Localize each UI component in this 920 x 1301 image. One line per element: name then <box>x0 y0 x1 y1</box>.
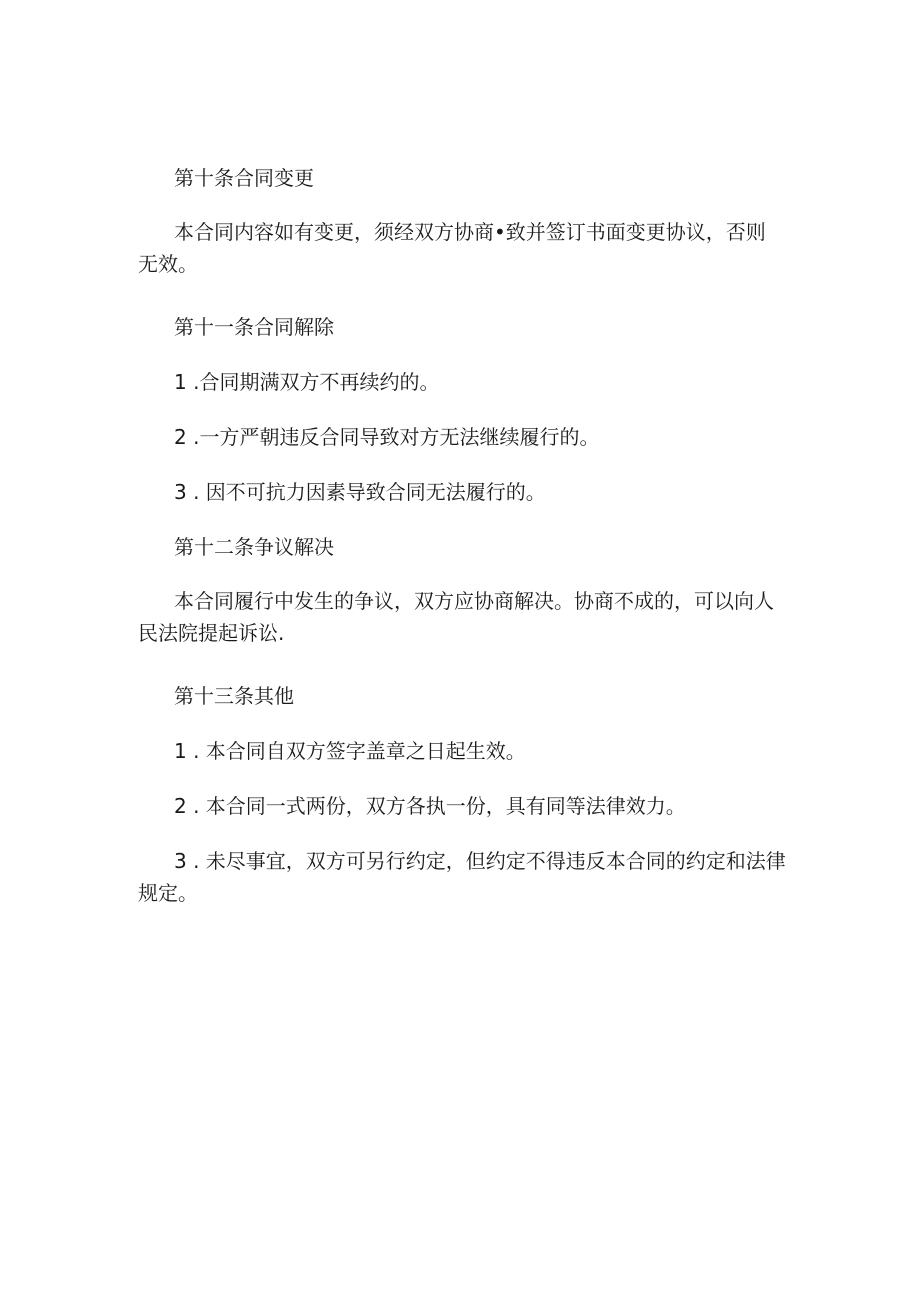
section-12-body <box>138 585 788 649</box>
section-11-item-3: 3 . 因不可抗力因素导致合同无法履行的。 <box>174 480 546 504</box>
section-heading-13: 第十三条其他 <box>174 684 294 708</box>
section-11-item-2: 2 .一方严朝违反合同导致对方无法继续履行的。 <box>174 425 600 449</box>
section-13-item-3 <box>138 845 788 909</box>
section-10-body-line-2: 无效。 <box>138 252 198 276</box>
section-13-item-3-line-1: 3 . 未尽事宜，双方可另行约定，但约定不得违反本合同的约定和法律 <box>174 849 786 873</box>
section-11-item-1: 1 .合同期满双方不再续约的。 <box>174 370 440 394</box>
section-10-body-line-1: 本合同内容如有变更，须经双方协商•致并签订书面变更协议，否则 <box>174 220 766 244</box>
section-heading-10: 第十条合同变更 <box>174 166 314 190</box>
section-12-body-line-1: 本合同履行中发生的争议，双方应协商解决。协商不成的，可以向人 <box>174 589 774 613</box>
section-10-body <box>138 216 788 280</box>
section-13-item-2: 2 . 本合同一式两份，双方各执一份，具有同等法律效力。 <box>174 794 686 818</box>
section-12-body-line-2: 民法院提起诉讼. <box>138 621 285 645</box>
section-13-item-1: 1 . 本合同自双方签字盖章之日起生效。 <box>174 739 526 763</box>
section-heading-12: 第十二条争议解决 <box>174 535 334 559</box>
section-13-item-3-line-2: 规定。 <box>138 881 198 905</box>
section-heading-11: 第十一条合同解除 <box>174 315 334 339</box>
